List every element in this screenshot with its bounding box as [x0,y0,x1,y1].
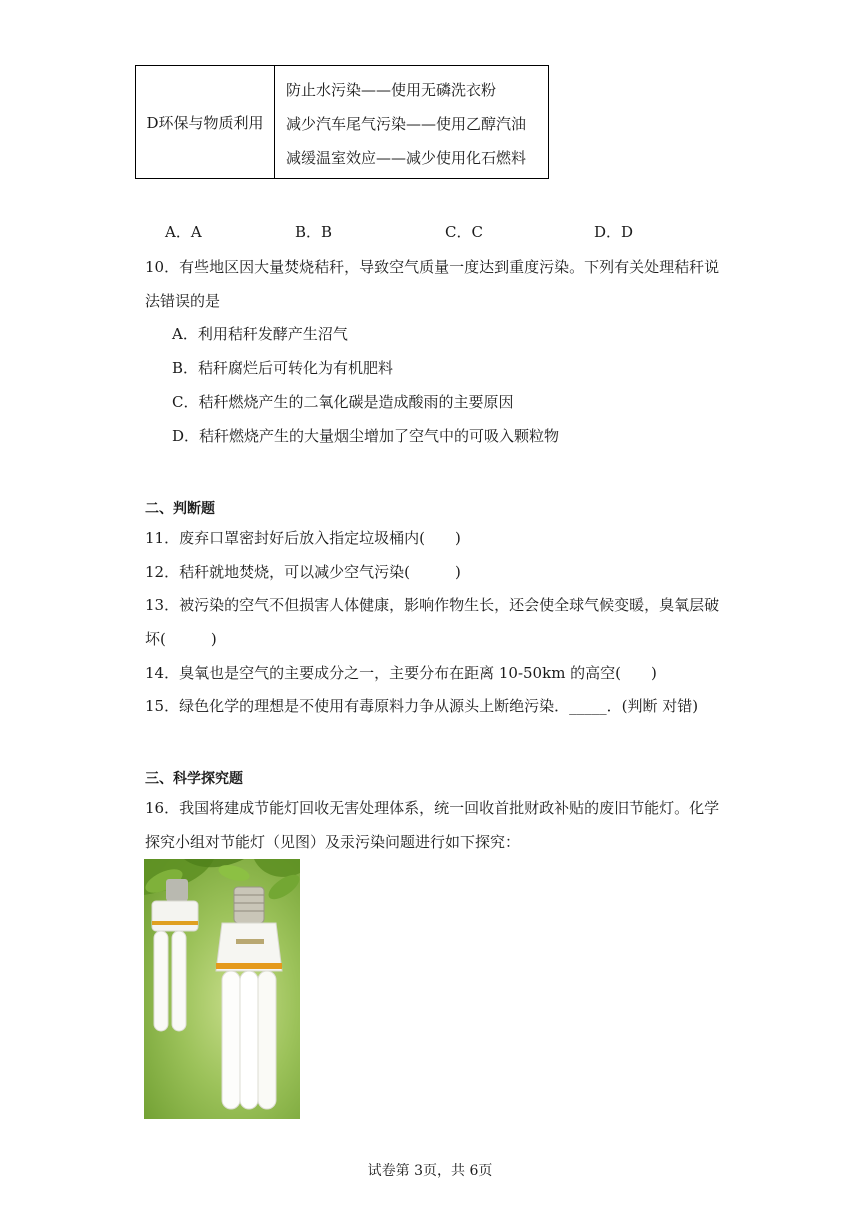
q9-option-d[interactable]: D．D [594,223,634,241]
q11-text: 11．废弃口罩密封好后放入指定垃圾桶内( ) [145,529,461,547]
q12-text: 12．秸秆就地焚烧，可以减少空气污染( ) [145,563,461,581]
q9-option-b[interactable]: B．B [295,223,333,241]
q10-option-c[interactable]: C．秸秆燃烧产生的二氧化碳是造成酸雨的主要原因 [172,393,514,411]
section3-heading: 三、科学探究题 [145,771,243,787]
q15-text: 15．绿色化学的理想是不使用有毒原料力争从源头上断绝污染．_____．(判断 对错) [145,697,699,715]
energy-saving-bulb-photo [144,859,300,1119]
q10-option-d[interactable]: D．秸秆燃烧产生的大量烟尘增加了空气中的可吸入颗粒物 [172,427,560,445]
table-divider [274,66,275,178]
table-line-2: 减少汽车尾气污染——使用乙醇汽油 [286,115,527,133]
q10-stem-line2: 法错误的是 [145,292,221,310]
q10-option-a[interactable]: A．利用秸秆发酵产生沼气 [172,325,348,343]
q16-text-line1: 16．我国将建成节能灯回收无害处理体系，统一回收首批财政补贴的废旧节能灯。化学 [145,799,720,817]
table-line-3: 减缓温室效应——减少使用化石燃料 [286,149,527,167]
page-footer: 试卷第 3页，共 6页 [367,1163,493,1179]
q10-option-b[interactable]: B．秸秆腐烂后可转化为有机肥料 [172,359,394,377]
q9-option-a[interactable]: A．A [165,223,202,241]
section2-heading: 二、判断题 [145,501,215,517]
table-left-cell: D环保与物质利用 [146,113,264,132]
q9-option-c[interactable]: C．C [445,223,483,241]
q16-text-line2: 探究小组对节能灯（见图）及汞污染问题进行如下探究： [145,833,521,851]
bulb-illustration [144,859,300,1119]
q10-stem-line1: 10．有些地区因大量焚烧秸秆，导致空气质量一度达到重度污染。下列有关处理秸秆说 [145,258,720,276]
q14-text: 14．臭氧也是空气的主要成分之一，主要分布在距离 10-50km 的高空( ) [145,664,657,682]
table-line-1: 防止水污染——使用无磷洗衣粉 [286,81,497,99]
comparison-table [135,65,549,179]
q13-text-line1: 13．被污染的空气不但损害人体健康，影响作物生长，还会使全球气候变暖，臭氧层破 [145,596,720,614]
q13-text-line2: 坏( ) [145,630,217,648]
